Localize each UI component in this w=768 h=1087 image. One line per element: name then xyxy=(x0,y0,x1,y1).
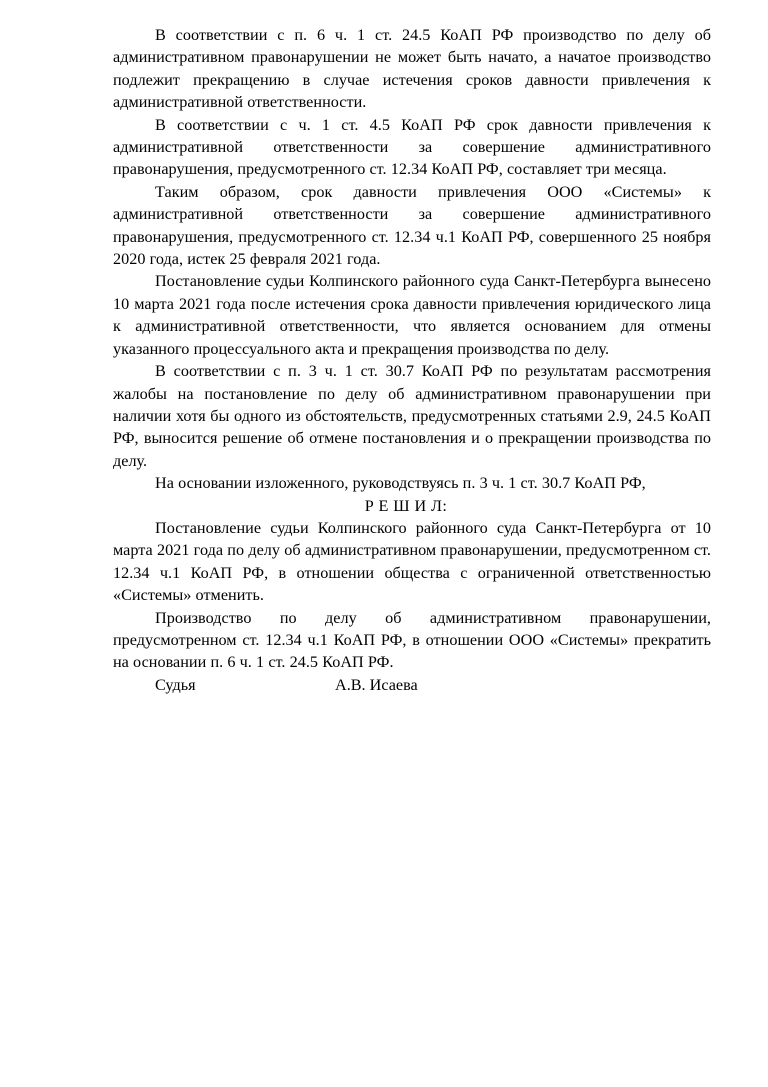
resolve-heading: Р Е Ш И Л: xyxy=(364,496,448,515)
resolution-paragraph-2: Производство по делу об административном правонарушении, предусмотренном ст. 12.34 ч.1 КоАП РФ, в отношении ООО «Системы» прекратить на основании п. 6 ч. 1 ст. 24.5 КоАП РФ. xyxy=(113,608,711,672)
paragraph-4: Постановление судьи Колпинского районного суда Санкт-Петербурга вынесено 10 марта 2021 года после истечения срока давности привлечения юридического лица к административной ответственности, что является основанием для отмены указанного процессуального акта и прекращения производства по делу. xyxy=(113,272,711,358)
signature-block xyxy=(113,674,711,696)
document-text-body xyxy=(113,24,711,696)
paragraph-3: Таким образом, срок давности привлечения ООО «Системы» к административной ответственности за совершение административного правонарушения, предусмотренного ст. 12.34 ч.1 КоАП РФ, совершенного 25 ноября 2020 года, истек 25 февраля 2021 года. xyxy=(113,182,711,269)
paragraph-2: В соответствии с ч. 1 ст. 4.5 КоАП РФ срок давности привлечения к административной ответственности за совершение административного правонарушения, предусмотренного ст. 12.34 КоАП РФ, составляет три месяца. xyxy=(113,115,711,179)
paragraph-5: В соответствии с п. 3 ч. 1 ст. 30.7 КоАП РФ по результатам рассмотрения жалобы на постановление по делу об административном правонарушении при наличии хотя бы одного из обстоятельств, предусмотренных статьями 2.9, 24.5 КоАП РФ, выносится решение об отмене постановления и о прекращении производства по делу. xyxy=(113,362,711,470)
signature-judge-name: А.В. Исаева xyxy=(335,675,418,694)
resolution-paragraph-1: Постановление судьи Колпинского районного суда Санкт-Петербурга от 10 марта 2021 года по делу об административном правонарушении, предусмотренном ст. 12.34 ч.1 КоАП РФ, в отношении общества с ограниченной ответственностью «Системы» отменить. xyxy=(113,518,711,605)
paragraph-6-basis: На основании изложенного, руководствуясь п. 3 ч. 1 ст. 30.7 КоАП РФ, xyxy=(155,474,646,493)
signature-role-label: Судья xyxy=(155,675,196,694)
paragraph-1: В соответствии с п. 6 ч. 1 ст. 24.5 КоАП РФ производство по делу об административном правонарушении не может быть начато, а начатое производство подлежит прекращению в случае истечения сроков давности привлечения к административной ответственности. xyxy=(113,26,711,112)
